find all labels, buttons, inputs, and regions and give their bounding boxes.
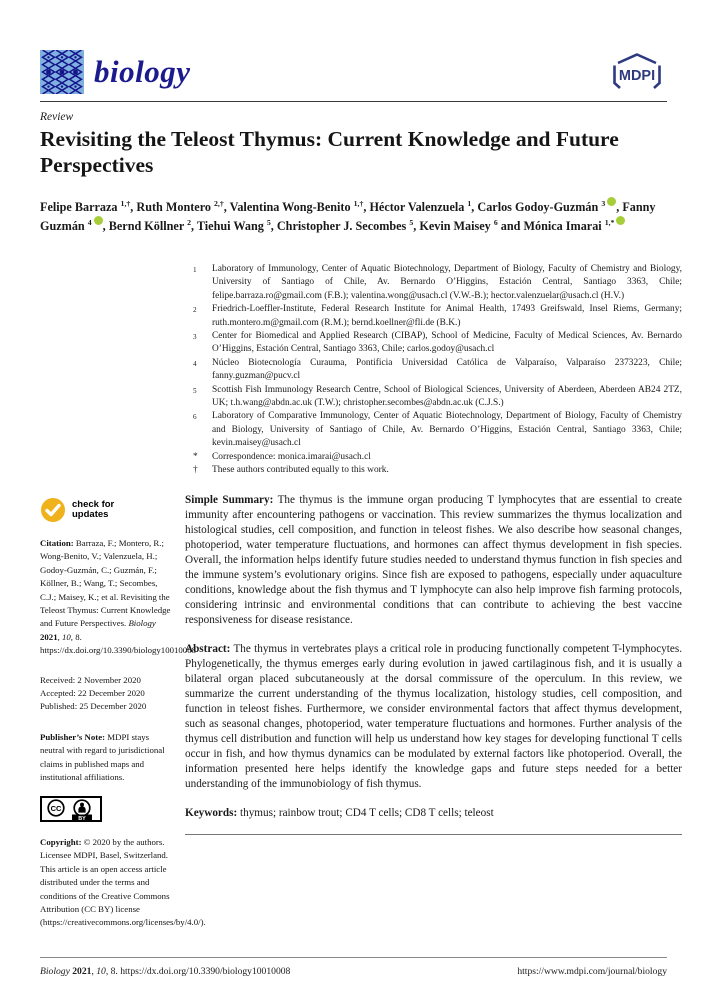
affiliation-marker: * xyxy=(193,451,198,462)
publisher-note-text: MDPI stays neutral with regard to jurisdictional claims in published maps and institutional affiliations. xyxy=(40,731,165,783)
author-affiliation-sup: 6 xyxy=(493,218,498,228)
affiliation-item xyxy=(185,303,682,330)
affiliation-text: Laboratory of Comparative Immunology, Center of Aquatic Biotechnology, Department of Biology, Faculty of Chemistry and Biology, University of Santiago of Chile, Av. Bernardo O’Higgins, Estación Central, Santiago 3363, Chile; kevin.maisey@usach.cl xyxy=(212,411,682,449)
author-name: Valentina Wong-Benito xyxy=(229,200,354,215)
mdpi-logo-icon xyxy=(607,52,667,94)
author-affiliation-sup: 1,† xyxy=(353,199,364,208)
keywords-section xyxy=(185,806,682,821)
accepted-date: Accepted: 22 December 2020 xyxy=(40,688,145,699)
footer-journal-link[interactable]: https://www.mdpi.com/journal/biology xyxy=(517,966,667,977)
author-name: Héctor Valenzuela xyxy=(369,200,468,215)
affiliation-list xyxy=(185,263,682,478)
footer-doi-link[interactable]: Biology 2021, 10, 8. https://dx.doi.org/10.3390/biology10010008 xyxy=(40,966,291,977)
published-date: Published: 25 December 2020 xyxy=(40,701,147,712)
affiliation-text: Núcleo Biotecnología Curauma, Pontificia Universidad Católica de Valparaíso, Valparaíso 2373223, Chile; fanny.guzman@pucv.cl xyxy=(212,357,682,382)
affiliation-text: These authors contributed equally to this work. xyxy=(212,465,389,476)
abstract-text: The thymus in vertebrates plays a critical role in producing functionally competent T-lymphocytes. Phylogenetically, the thymus emerges early during evolution in jawed cartilaginous fish, and it is usually a bilateral organ placed subcutaneously at the dorsal commissure of the operculum. In this review, we summarize the current understanding of the thymus localization, histology studies, cell composition, and function in teleost fishes. Furthermore, we consider environmental factors that affect thymus development, such as seasonal changes, photoperiod, water temperature fluctuations and hormones. Further analysis of the thymus cell distribution and function will help us understand how key stages for developing functional T cells occur in fish, and how thymus dynamics can be modulated by external factors like photoperiod. Overall, the information presented here helps identify the knowledge gaps and future steps needed for a better understanding of the immunobiology of fish thymus. xyxy=(185,642,682,790)
header-divider xyxy=(40,101,667,102)
orcid-icon[interactable] xyxy=(94,216,103,225)
author-affiliation-sup: 2,† xyxy=(214,199,224,208)
author-name: Felipe Barraza xyxy=(40,200,121,215)
footer-divider xyxy=(40,957,667,958)
author-name: Ruth Montero xyxy=(136,200,215,215)
mdpi-logo[interactable] xyxy=(607,52,667,99)
affiliation-item xyxy=(185,357,682,384)
check-icon xyxy=(40,497,66,523)
affiliation-text: Center for Biomedical and Applied Research (CIBAP), School of Medicine, Faculty of Medical Sciences, Av. Bernardo O’Higgins, Estación Central, Santiago 3363, Chile; carlos.godoy@usach.cl xyxy=(212,331,682,355)
history-dates xyxy=(40,674,174,714)
abstract-label: Abstract: xyxy=(185,642,231,655)
author-affiliation-sup: 1,* xyxy=(604,218,615,228)
author-affiliation-sup: 3 xyxy=(601,199,606,208)
affiliation-marker: 4 xyxy=(193,359,197,368)
author-name: Christopher J. Secombes xyxy=(276,219,410,234)
copyright-block xyxy=(40,836,206,930)
affiliation-marker: 5 xyxy=(193,386,197,395)
author-affiliation-sup: 1,† xyxy=(120,199,131,208)
affiliation-item xyxy=(185,410,682,450)
cc-by-icon xyxy=(40,796,102,823)
check-for-updates-badge[interactable] xyxy=(40,497,174,523)
simple-summary-text: The thymus is the immune organ producing T lymphocytes that are essential to create immunity after encountering pathogens or vaccination. This review summarizes the thymus localization and histological studies, cell composition, and function in teleost fishes. We also describe how seasonal changes, photoperiod, water temperature fluctuations, and hormones can affect thymus development in fish species. Overall, the information helps identify future studies needed to understand thymus function in fish species and the immune system’s evolutionary origins. Since fish are exposed to pathogens, especially under aquaculture conditions, knowledge about the fish thymus and T lymphocyte can also help improve fish farming protocols, considering intrinsic and environmental conditions that can contribute to achieving the best vaccine responsiveness for disease resistance. xyxy=(185,493,682,626)
page-footer xyxy=(40,966,667,977)
orcid-icon[interactable] xyxy=(616,216,625,225)
simple-summary-section xyxy=(185,493,682,628)
abstract-section xyxy=(185,642,682,792)
author-affiliation-sup: 1 xyxy=(467,199,472,208)
author-affiliation-sup: 2 xyxy=(187,218,191,228)
author-name: Fanny Guzmán xyxy=(40,200,656,234)
copyright-label: Copyright: xyxy=(40,836,82,847)
affiliation-text: Friedrich-Loeffler-Institute, Federal Research Institute for Animal Health, 17493 Greifswald, Insel Riems, Germany; ruth.montero.m@gmail.com (R.M.); bernd.koellner@fli.de (B.K.) xyxy=(212,304,682,328)
by-icon-label: BY xyxy=(78,815,86,822)
check-for-updates-label xyxy=(72,500,114,520)
keywords-text: thymus; rainbow trout; CD4 T cells; CD8 T cells; teleost xyxy=(240,806,494,819)
page-title: Revisiting the Teleost Thymus: Current Knowledge and Future Perspectives xyxy=(40,127,619,177)
publisher-note xyxy=(40,731,174,785)
affiliation-item-correspondence xyxy=(185,451,682,464)
affiliation-item xyxy=(185,384,682,411)
left-sidebar xyxy=(40,497,206,930)
page-header xyxy=(40,50,667,98)
copyright-text: © 2020 by the authors. Licensee MDPI, Basel, Switzerland. This article is an open access article distributed under the terms and conditions of the Creative Commons Attribution (CC BY) license (https://creativecommons.org/licenses/by/4.0/). xyxy=(40,836,206,928)
author-affiliation-sup: 4 xyxy=(87,218,92,228)
publisher-note-label: Publisher’s Note: xyxy=(40,731,106,742)
affiliation-marker: 3 xyxy=(193,333,197,342)
check-label-line1: check for xyxy=(72,499,115,510)
affiliation-item-equal-contribution xyxy=(185,464,682,477)
affiliation-item xyxy=(185,263,682,303)
affiliation-marker: 6 xyxy=(193,413,197,422)
author-affiliation-sup: 5 xyxy=(409,218,414,228)
affiliation-text: Laboratory of Immunology, Center of Aquatic Biotechnology, Department of Biology, Faculty of Chemistry and Biology, University of Santiago of Chile, Av. Bernardo O’Higgins, Estación Central, Santiago 3363, Chile; felipe.barraza.ro@gmail.com (F.B.); valentina.wong@usach.cl (V.W.-B.); hector.valenzuelar@usach.cl (H.V.) xyxy=(212,264,682,301)
journal-name: biology xyxy=(94,54,191,89)
citation-block: Citation: Barraza, F.; Montero, R.; Wong-Benito, V.; Valenzuela, H.; Godoy-Guzmán, C.; Guzmán, F.; Köllner, B.; Wang, T.; Secombes, C.J.; Maisey, K.; et al. Revisiting the Teleost Thymus: Current Knowledge and Future Perspectives. Biology 2021, 10, 8. https://dx.doi.org/10.3390/biology10010008 xyxy=(40,538,196,656)
author-affiliation-sup: 5 xyxy=(266,218,271,228)
check-label-line2: updates xyxy=(72,509,109,520)
affiliation-text: Scottish Fish Immunology Research Centre, School of Biological Sciences, University of Aberdeen, Aberdeen AB24 2TZ, UK; t.h.wang@abdn.ac.uk (T.W.); christopher.secombes@abdn.ac.uk (C.J.S.) xyxy=(212,384,682,409)
author-name: Mónica Imarai xyxy=(523,219,605,234)
journal-logo[interactable] xyxy=(40,50,191,94)
affiliation-text: Correspondence: monica.imarai@usach.cl xyxy=(212,451,371,462)
cc-by-license-badge[interactable] xyxy=(40,796,174,827)
author-name: Bernd Köllner xyxy=(108,219,188,234)
affiliation-item xyxy=(185,330,682,357)
mdpi-logo-text: MDPI xyxy=(618,68,656,84)
keywords-label: Keywords: xyxy=(185,806,238,819)
author-list: Felipe Barraza $^{1,\dagger}$, Ruth Montero $^{2,\dagger}$, Valentina Wong-Benito $^{1,\dagger}$, Héctor Valenzuela $^1$, Carlos Godoy-Guzmán $^3$ , Fanny Guzmán $^4$ , Bernd Köllner $^2$, Tiehui Wang $^5$, Christopher J. Secombes $^5$, Kevin Maisey $^6$ and Mónica Imarai $^{1,*}$ xyxy=(40,199,656,234)
main-column xyxy=(185,263,682,835)
biology-logo-icon xyxy=(40,50,84,94)
author-name: Carlos Godoy-Guzmán xyxy=(477,200,602,215)
simple-summary-label: Simple Summary: xyxy=(185,493,274,506)
cc-icon-label: CC xyxy=(50,803,62,813)
affiliation-marker: 1 xyxy=(193,266,197,274)
orcid-icon[interactable] xyxy=(607,197,616,206)
affiliation-marker: 2 xyxy=(193,306,197,315)
article-type-label: Review xyxy=(40,111,74,123)
affiliation-marker: † xyxy=(193,465,198,476)
received-date: Received: 2 November 2020 xyxy=(40,674,141,685)
author-name: Tiehui Wang xyxy=(196,219,267,234)
keywords-divider xyxy=(185,834,682,835)
author-name: Kevin Maisey xyxy=(419,219,494,234)
